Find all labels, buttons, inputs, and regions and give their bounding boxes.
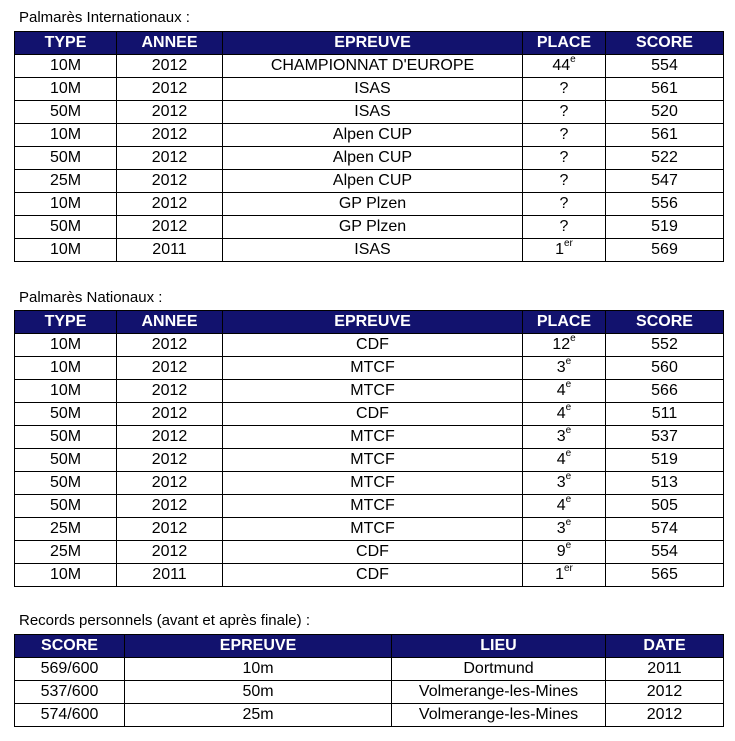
place-value: 3	[556, 474, 566, 491]
place-value: 1	[555, 241, 564, 258]
table-row	[15, 658, 724, 681]
table-row	[15, 124, 724, 147]
place-cell	[523, 239, 606, 262]
place-value: 44	[552, 57, 571, 74]
col-header-score: SCORE	[606, 32, 724, 55]
col-header-type: TYPE	[15, 311, 117, 334]
epreuve-cell: MTCF	[223, 380, 523, 403]
type-cell: 50M	[15, 216, 117, 239]
table-row	[15, 101, 724, 124]
col-header-epreuve: EPREUVE	[223, 311, 523, 334]
place-cell	[523, 216, 606, 239]
place-cell	[523, 380, 606, 403]
col-header-date: DATE	[606, 635, 724, 658]
table-row	[15, 518, 724, 541]
place-value: 3	[556, 359, 566, 376]
records-title: Records personnels (avant et après finale) :	[19, 612, 310, 629]
table-row	[15, 380, 724, 403]
record-epreuve-cell: 50m	[125, 681, 392, 704]
type-cell: 10M	[15, 78, 117, 101]
place-cell	[523, 55, 606, 78]
place-cell	[523, 449, 606, 472]
table-row	[15, 239, 724, 262]
annee-cell: 2012	[117, 426, 223, 449]
annee-cell: 2012	[117, 124, 223, 147]
score-cell: 565	[606, 564, 724, 587]
col-header-annee: ANNEE	[117, 32, 223, 55]
score-cell: 554	[606, 541, 724, 564]
score-cell: 561	[606, 124, 724, 147]
place-suffix: e	[565, 517, 572, 528]
annee-cell: 2012	[117, 170, 223, 193]
type-cell: 10M	[15, 193, 117, 216]
record-score-cell: 574/600	[15, 704, 125, 727]
epreuve-cell: Alpen CUP	[223, 147, 523, 170]
annee-cell: 2012	[117, 472, 223, 495]
place-value: ?	[559, 126, 569, 143]
annee-cell: 2012	[117, 357, 223, 380]
annee-cell: 2012	[117, 147, 223, 170]
annee-cell: 2012	[117, 541, 223, 564]
type-cell: 25M	[15, 518, 117, 541]
epreuve-cell: MTCF	[223, 357, 523, 380]
epreuve-cell: MTCF	[223, 449, 523, 472]
records-header-row	[15, 635, 724, 658]
epreuve-cell: ISAS	[223, 101, 523, 124]
table-row	[15, 216, 724, 239]
score-cell: 537	[606, 426, 724, 449]
record-epreuve-cell: 10m	[125, 658, 392, 681]
score-cell: 522	[606, 147, 724, 170]
table-row	[15, 193, 724, 216]
score-cell: 556	[606, 193, 724, 216]
col-header-epreuve: EPREUVE	[223, 32, 523, 55]
score-cell: 566	[606, 380, 724, 403]
type-cell: 25M	[15, 170, 117, 193]
table-row	[15, 403, 724, 426]
place-suffix: er	[564, 238, 573, 249]
annee-cell: 2012	[117, 518, 223, 541]
record-lieu-cell: Volmerange-les-Mines	[392, 704, 606, 727]
table-row	[15, 541, 724, 564]
score-cell: 560	[606, 357, 724, 380]
score-cell: 554	[606, 55, 724, 78]
annee-cell: 2012	[117, 495, 223, 518]
col-header-place: PLACE	[523, 311, 606, 334]
national-header-row	[15, 311, 724, 334]
annee-cell: 2012	[117, 55, 223, 78]
place-cell	[523, 147, 606, 170]
place-cell	[523, 472, 606, 495]
type-cell: 10M	[15, 380, 117, 403]
score-cell: 519	[606, 216, 724, 239]
table-row	[15, 78, 724, 101]
table-row	[15, 704, 724, 727]
col-header-annee: ANNEE	[117, 311, 223, 334]
place-cell	[523, 495, 606, 518]
table-row	[15, 426, 724, 449]
score-cell: 513	[606, 472, 724, 495]
place-suffix: e	[565, 402, 572, 413]
place-value: 3	[556, 428, 566, 445]
epreuve-cell: MTCF	[223, 426, 523, 449]
table-row	[15, 564, 724, 587]
place-cell	[523, 403, 606, 426]
epreuve-cell: CDF	[223, 564, 523, 587]
annee-cell: 2011	[117, 239, 223, 262]
place-cell	[523, 426, 606, 449]
score-cell: 520	[606, 101, 724, 124]
annee-cell: 2012	[117, 78, 223, 101]
annee-cell: 2012	[117, 193, 223, 216]
place-cell	[523, 193, 606, 216]
international-table	[14, 31, 724, 262]
record-score-cell: 569/600	[15, 658, 125, 681]
place-value: ?	[559, 103, 569, 120]
epreuve-cell: ISAS	[223, 78, 523, 101]
place-value: 4	[556, 497, 566, 514]
place-cell	[523, 518, 606, 541]
place-suffix: e	[565, 356, 572, 367]
place-suffix: e	[565, 379, 572, 390]
epreuve-cell: Alpen CUP	[223, 170, 523, 193]
place-cell	[523, 78, 606, 101]
place-value: 4	[556, 405, 566, 422]
annee-cell: 2012	[117, 403, 223, 426]
epreuve-cell: ISAS	[223, 239, 523, 262]
col-header-score: SCORE	[15, 635, 125, 658]
col-header-lieu: LIEU	[392, 635, 606, 658]
place-cell	[523, 334, 606, 357]
place-cell	[523, 564, 606, 587]
record-score-cell: 537/600	[15, 681, 125, 704]
type-cell: 50M	[15, 101, 117, 124]
records-table	[14, 634, 724, 727]
place-value: 3	[556, 520, 566, 537]
type-cell: 50M	[15, 449, 117, 472]
place-value: 4	[556, 382, 566, 399]
place-value: ?	[559, 149, 569, 166]
type-cell: 25M	[15, 541, 117, 564]
table-row	[15, 55, 724, 78]
epreuve-cell: CDF	[223, 403, 523, 426]
score-cell: 574	[606, 518, 724, 541]
record-lieu-cell: Volmerange-les-Mines	[392, 681, 606, 704]
epreuve-cell: MTCF	[223, 495, 523, 518]
place-cell	[523, 170, 606, 193]
table-row	[15, 170, 724, 193]
place-value: ?	[559, 195, 569, 212]
type-cell: 10M	[15, 357, 117, 380]
place-suffix: e	[565, 494, 572, 505]
annee-cell: 2012	[117, 216, 223, 239]
score-cell: 569	[606, 239, 724, 262]
type-cell: 50M	[15, 403, 117, 426]
epreuve-cell: CDF	[223, 334, 523, 357]
col-header-type: TYPE	[15, 32, 117, 55]
place-value: 4	[556, 451, 566, 468]
place-suffix: e	[565, 540, 572, 551]
record-epreuve-cell: 25m	[125, 704, 392, 727]
col-header-place: PLACE	[523, 32, 606, 55]
score-cell: 511	[606, 403, 724, 426]
record-date-cell: 2012	[606, 704, 724, 727]
annee-cell: 2012	[117, 380, 223, 403]
type-cell: 10M	[15, 55, 117, 78]
table-row	[15, 472, 724, 495]
place-suffix: er	[564, 563, 573, 574]
score-cell: 519	[606, 449, 724, 472]
score-cell: 505	[606, 495, 724, 518]
table-row	[15, 334, 724, 357]
type-cell: 10M	[15, 124, 117, 147]
table-row	[15, 681, 724, 704]
epreuve-cell: CHAMPIONNAT D'EUROPE	[223, 55, 523, 78]
epreuve-cell: CDF	[223, 541, 523, 564]
type-cell: 50M	[15, 472, 117, 495]
national-title: Palmarès Nationaux :	[19, 289, 163, 306]
type-cell: 50M	[15, 147, 117, 170]
table-row	[15, 495, 724, 518]
epreuve-cell: Alpen CUP	[223, 124, 523, 147]
international-title: Palmarès Internationaux :	[19, 9, 190, 26]
epreuve-cell: GP Plzen	[223, 193, 523, 216]
record-lieu-cell: Dortmund	[392, 658, 606, 681]
place-suffix: e	[565, 448, 572, 459]
place-suffix: e	[565, 425, 572, 436]
place-cell	[523, 541, 606, 564]
place-value: 12	[552, 336, 571, 353]
table-row	[15, 147, 724, 170]
type-cell: 10M	[15, 564, 117, 587]
score-cell: 547	[606, 170, 724, 193]
place-suffix: e	[570, 333, 576, 344]
place-value: 1	[555, 566, 564, 583]
col-header-epreuve: EPREUVE	[125, 635, 392, 658]
table-row	[15, 449, 724, 472]
type-cell: 10M	[15, 334, 117, 357]
table-row	[15, 357, 724, 380]
annee-cell: 2012	[117, 334, 223, 357]
place-suffix: e	[565, 471, 572, 482]
place-value: ?	[559, 218, 569, 235]
epreuve-cell: MTCF	[223, 518, 523, 541]
type-cell: 50M	[15, 495, 117, 518]
place-cell	[523, 124, 606, 147]
score-cell: 552	[606, 334, 724, 357]
score-cell: 561	[606, 78, 724, 101]
place-cell	[523, 357, 606, 380]
place-value: 9	[556, 543, 566, 560]
col-header-score: SCORE	[606, 311, 724, 334]
record-date-cell: 2012	[606, 681, 724, 704]
place-suffix: e	[570, 54, 576, 65]
annee-cell: 2012	[117, 449, 223, 472]
annee-cell: 2012	[117, 101, 223, 124]
annee-cell: 2011	[117, 564, 223, 587]
record-date-cell: 2011	[606, 658, 724, 681]
type-cell: 10M	[15, 239, 117, 262]
epreuve-cell: GP Plzen	[223, 216, 523, 239]
epreuve-cell: MTCF	[223, 472, 523, 495]
national-table	[14, 310, 724, 587]
place-cell	[523, 101, 606, 124]
place-value: ?	[559, 80, 569, 97]
international-header-row	[15, 32, 724, 55]
type-cell: 50M	[15, 426, 117, 449]
place-value: ?	[559, 172, 569, 189]
